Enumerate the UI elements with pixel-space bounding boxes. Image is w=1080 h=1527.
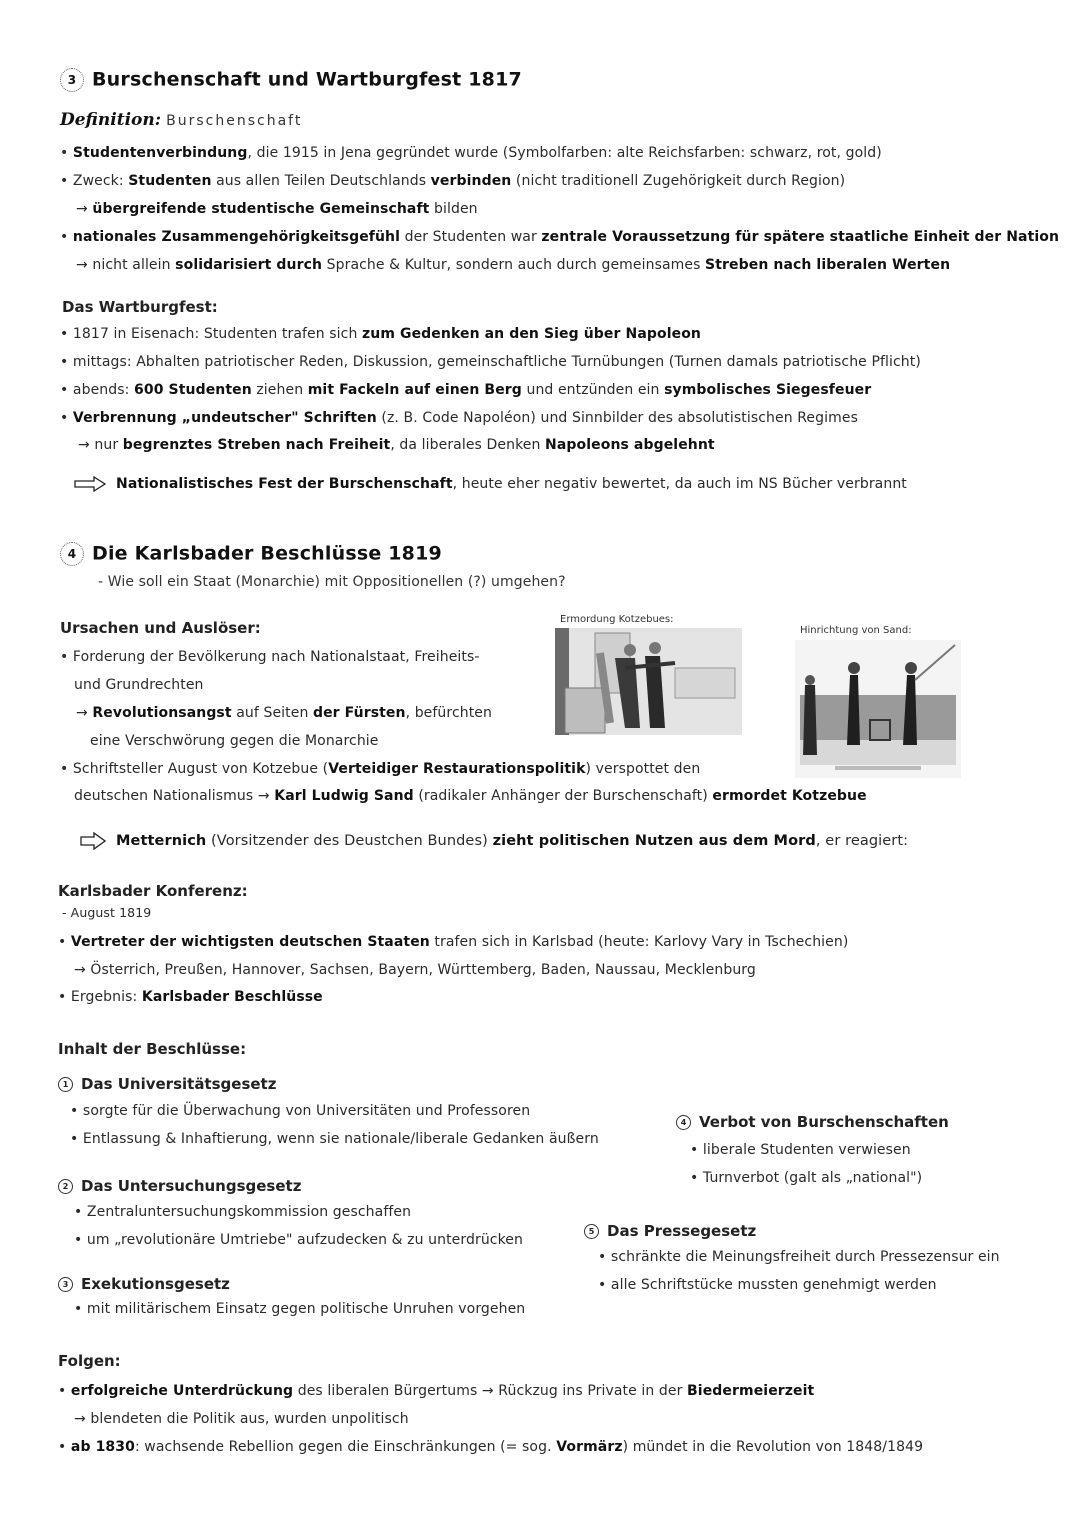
list-item	[70, 1103, 530, 1119]
text: Zentraluntersuchungskommission geschaffen	[86, 1204, 412, 1220]
bullet-icon: •	[60, 382, 69, 398]
conference-date: - August 1819	[62, 905, 152, 920]
bullet-icon: •	[60, 229, 69, 245]
list-item	[60, 649, 480, 665]
list-item	[58, 989, 323, 1005]
bullet-icon: •	[690, 1142, 699, 1158]
text: um „revolutionäre Umtriebe" aufzudecken & zu unterdrücken	[86, 1232, 523, 1248]
number-circle-icon: 5	[584, 1224, 599, 1239]
outline-arrow-icon	[80, 832, 106, 850]
bold-text: zentrale Voraussetzung für spätere staatliche Einheit der Nation	[541, 229, 1060, 245]
bold-text: nationales Zusammengehörigkeitsgefühl	[72, 229, 401, 245]
text: abends:	[72, 382, 135, 398]
text: nicht allein	[92, 257, 176, 273]
bullet-icon: •	[60, 326, 69, 342]
conference-heading: Karlsbader Konferenz:	[58, 882, 248, 900]
list-item	[58, 1439, 923, 1455]
list-item	[598, 1277, 937, 1293]
number-circle-icon: 4	[676, 1115, 691, 1130]
text: aus allen Teilen Deutschlands	[211, 173, 431, 189]
list-item	[60, 229, 1059, 245]
arrow-icon: →	[481, 1383, 494, 1399]
definition-label: Definition:	[60, 110, 162, 130]
bold-text: Karlsbader Beschlüsse	[141, 989, 323, 1005]
list-item	[58, 934, 848, 950]
text: (Vorsitzender des Deustchen Bundes)	[206, 833, 493, 849]
bullet-icon: •	[58, 989, 67, 1005]
section-number-badge: 4	[60, 542, 84, 566]
text: Forderung der Bevölkerung nach Nationalstaat, Freiheits-	[72, 649, 480, 665]
text-continuation: eine Verschwörung gegen die Monarchie	[90, 733, 379, 749]
list-item	[690, 1170, 922, 1186]
text: deutschen Nationalismus	[74, 788, 258, 804]
bullet-icon: •	[60, 761, 69, 777]
number-circle-icon: 2	[58, 1179, 73, 1194]
law-heading	[58, 1275, 230, 1293]
bold-text: mit Fackeln auf einen Berg	[307, 382, 522, 398]
text: nur	[94, 437, 123, 453]
arrow-icon: →	[74, 962, 86, 978]
arrow-item	[78, 437, 715, 453]
number-circle-icon: 1	[58, 1077, 73, 1092]
bold-text: Napoleons abgelehnt	[545, 437, 715, 453]
list-item	[690, 1142, 911, 1158]
text: schränkte die Meinungsfreiheit durch Pressezensur ein	[610, 1249, 1000, 1265]
bold-text: Verteidiger Restaurationspolitik	[328, 761, 586, 777]
text: (radikaler Anhänger der Burschenschaft)	[413, 788, 713, 804]
engraving-illustration	[555, 628, 742, 735]
bold-text: zum Gedenken an den Sieg über Napoleon	[362, 326, 701, 342]
metternich-line	[80, 832, 908, 850]
text: Österrich, Preußen, Hannover, Sachsen, Bayern, Württemberg, Baden, Naussau, Mecklenburg	[90, 962, 756, 978]
text: ziehen	[251, 382, 308, 398]
bullet-icon: •	[74, 1232, 83, 1248]
list-item	[70, 1131, 599, 1147]
bold-text: ermordet Kotzebue	[712, 788, 867, 804]
text: , da liberales Denken	[390, 437, 546, 453]
list-item	[60, 173, 845, 189]
bold-text: übergreifende studentische Gemeinschaft	[92, 201, 430, 217]
text: Ergebnis:	[70, 989, 142, 1005]
arrow-item	[74, 1411, 409, 1427]
bullet-icon: •	[74, 1301, 83, 1317]
bold-text: Vertreter der wichtigsten deutschen Staaten	[70, 934, 430, 950]
definition-line	[60, 110, 302, 130]
conclusion-line	[74, 476, 907, 492]
bold-text: Verbrennung „undeutscher" Schriften	[72, 410, 377, 426]
bullet-icon: •	[58, 1439, 67, 1455]
list-item	[598, 1249, 1000, 1265]
bold-text: Studentenverbindung	[72, 145, 248, 161]
list-item	[74, 1301, 525, 1317]
list-item	[60, 326, 701, 342]
text: bilden	[429, 201, 478, 217]
bullet-icon: •	[70, 1131, 79, 1147]
outline-arrow-icon	[74, 476, 106, 492]
list-item	[74, 1204, 411, 1220]
law-title: Das Pressegesetz	[607, 1222, 757, 1240]
law-heading	[584, 1222, 756, 1240]
bold-text: Vormärz	[556, 1439, 623, 1455]
bold-text: Nationalistisches Fest der Burschenschaft	[116, 476, 453, 492]
bold-text: solidarisiert durch	[175, 257, 323, 273]
arrow-icon: →	[76, 257, 88, 273]
text: : wachsende Rebellion gegen die Einschränkungen (= sog.	[134, 1439, 557, 1455]
bold-text: 600 Studenten	[134, 382, 252, 398]
list-item	[60, 761, 700, 777]
bullet-icon: •	[70, 1103, 79, 1119]
bullet-icon: •	[58, 1383, 67, 1399]
text: Rückzug ins Private in der	[493, 1383, 688, 1399]
bold-text: Metternich	[116, 833, 207, 849]
arrow-icon: →	[76, 705, 88, 721]
bold-text: Biedermeierzeit	[687, 1383, 815, 1399]
image-murder-of-kotzebue	[555, 628, 742, 735]
text: Schriftsteller August von Kotzebue (	[72, 761, 329, 777]
bold-text: ab 1830	[70, 1439, 135, 1455]
arrow-item	[76, 705, 492, 721]
bold-text: erfolgreiche Unterdrückung	[70, 1383, 294, 1399]
section-3-heading	[60, 68, 522, 92]
engraving-illustration	[795, 640, 961, 778]
bold-text: Revolutionsangst	[92, 705, 232, 721]
text: mittags: Abhalten patriotischer Reden, Diskussion, gemeinschaftliche Turnübungen (Turnen damals patriotische Pflicht)	[72, 354, 921, 370]
bold-text: der Fürsten	[312, 705, 406, 721]
text: Entlassung & Inhaftierung, wenn sie nationale/liberale Gedanken äußern	[82, 1131, 599, 1147]
list-item	[74, 1232, 523, 1248]
bold-text: begrenztes Streben nach Freiheit	[122, 437, 391, 453]
image-caption: Ermordung Kotzebues:	[560, 614, 674, 625]
bullet-icon: •	[60, 649, 69, 665]
list-item	[60, 382, 871, 398]
bullet-icon: •	[74, 1204, 83, 1220]
text: trafen sich in Karlsbad (heute: Karlovy Vary in Tschechien)	[429, 934, 849, 950]
text-continuation	[74, 788, 867, 804]
arrow-icon: →	[78, 437, 90, 453]
bullet-icon: •	[60, 354, 69, 370]
text: auf Seiten	[231, 705, 313, 721]
bold-text: Streben nach liberalen Werten	[705, 257, 951, 273]
list-item	[60, 145, 882, 161]
law-heading	[58, 1075, 276, 1093]
arrow-icon: →	[257, 788, 270, 804]
causes-heading: Ursachen und Auslöser:	[60, 619, 261, 637]
text: ) verspottet den	[585, 761, 701, 777]
number-circle-icon: 3	[58, 1277, 73, 1292]
arrow-item	[74, 962, 756, 978]
text: (nicht traditionell Zugehörigkeit durch Region)	[511, 173, 846, 189]
text: Zweck:	[72, 173, 129, 189]
arrow-item	[76, 257, 950, 273]
text: der Studenten war	[400, 229, 542, 245]
bullet-icon: •	[60, 145, 69, 161]
bold-text: verbinden	[430, 173, 512, 189]
arrow-item	[76, 201, 478, 217]
section-title: Die Karlsbader Beschlüsse 1819	[92, 542, 442, 565]
section-number-badge: 3	[60, 68, 84, 92]
text: , die 1915 in Jena gegründet wurde (Symbolfarben: alte Reichsfarben: schwarz, rot, gold)	[247, 145, 882, 161]
guiding-question: - Wie soll ein Staat (Monarchie) mit Oppositionellen (?) umgehen?	[98, 574, 566, 590]
bullet-icon: •	[60, 410, 69, 426]
bullet-icon: •	[58, 934, 67, 950]
text: alle Schriftstücke mussten genehmigt werden	[610, 1277, 937, 1293]
image-caption: Hinrichtung von Sand:	[800, 625, 912, 636]
text: 1817 in Eisenach: Studenten trafen sich	[72, 326, 362, 342]
law-title: Das Universitätsgesetz	[81, 1075, 277, 1093]
text: mit militärischem Einsatz gegen politische Unruhen vorgehen	[86, 1301, 526, 1317]
wartburg-heading: Das Wartburgfest:	[62, 298, 218, 316]
bold-text: zieht politischen Nutzen aus dem Mord	[492, 833, 816, 849]
text: blendeten die Politik aus, wurden unpolitisch	[90, 1411, 409, 1427]
text: Sprache & Kultur, sondern auch durch gemeinsames	[322, 257, 706, 273]
law-title: Das Untersuchungsgesetz	[81, 1177, 302, 1195]
bullet-icon: •	[690, 1170, 699, 1186]
text: des liberalen Bürgertums	[293, 1383, 482, 1399]
law-heading	[58, 1177, 301, 1195]
list-item	[60, 410, 858, 426]
text: (z. B. Code Napoléon) und Sinnbilder des absolutistischen Regimes	[376, 410, 858, 426]
law-title: Verbot von Burschenschaften	[699, 1113, 949, 1131]
image-execution-of-sand	[795, 640, 961, 778]
text: , er reagiert:	[815, 833, 909, 849]
arrow-icon: →	[74, 1411, 86, 1427]
bold-text: Karl Ludwig Sand	[274, 788, 414, 804]
bullet-icon: •	[598, 1249, 607, 1265]
bold-text: Studenten	[128, 173, 212, 189]
text: , befürchten	[405, 705, 492, 721]
definition-value: Burschenschaft	[166, 113, 303, 129]
bullet-icon: •	[60, 173, 69, 189]
list-item	[60, 354, 921, 370]
law-heading	[676, 1113, 949, 1131]
law-title: Exekutionsgesetz	[81, 1275, 230, 1293]
text: , heute eher negativ bewertet, da auch im NS Bücher verbrannt	[452, 476, 907, 492]
list-item	[58, 1383, 814, 1399]
content-heading: Inhalt der Beschlüsse:	[58, 1040, 247, 1058]
text: ) mündet in die Revolution von 1848/1849	[622, 1439, 924, 1455]
text: Turnverbot (galt als „national")	[702, 1170, 923, 1186]
consequences-heading: Folgen:	[58, 1352, 121, 1370]
text-continuation: und Grundrechten	[74, 677, 204, 693]
arrow-icon: →	[76, 201, 88, 217]
text: sorgte für die Überwachung von Universitäten und Professoren	[82, 1103, 531, 1119]
section-4-heading	[60, 542, 442, 566]
bold-text: symbolisches Siegesfeuer	[664, 382, 872, 398]
section-title: Burschenschaft und Wartburgfest 1817	[92, 68, 522, 91]
bullet-icon: •	[598, 1277, 607, 1293]
text: liberale Studenten verwiesen	[702, 1142, 911, 1158]
text: und entzünden ein	[521, 382, 665, 398]
